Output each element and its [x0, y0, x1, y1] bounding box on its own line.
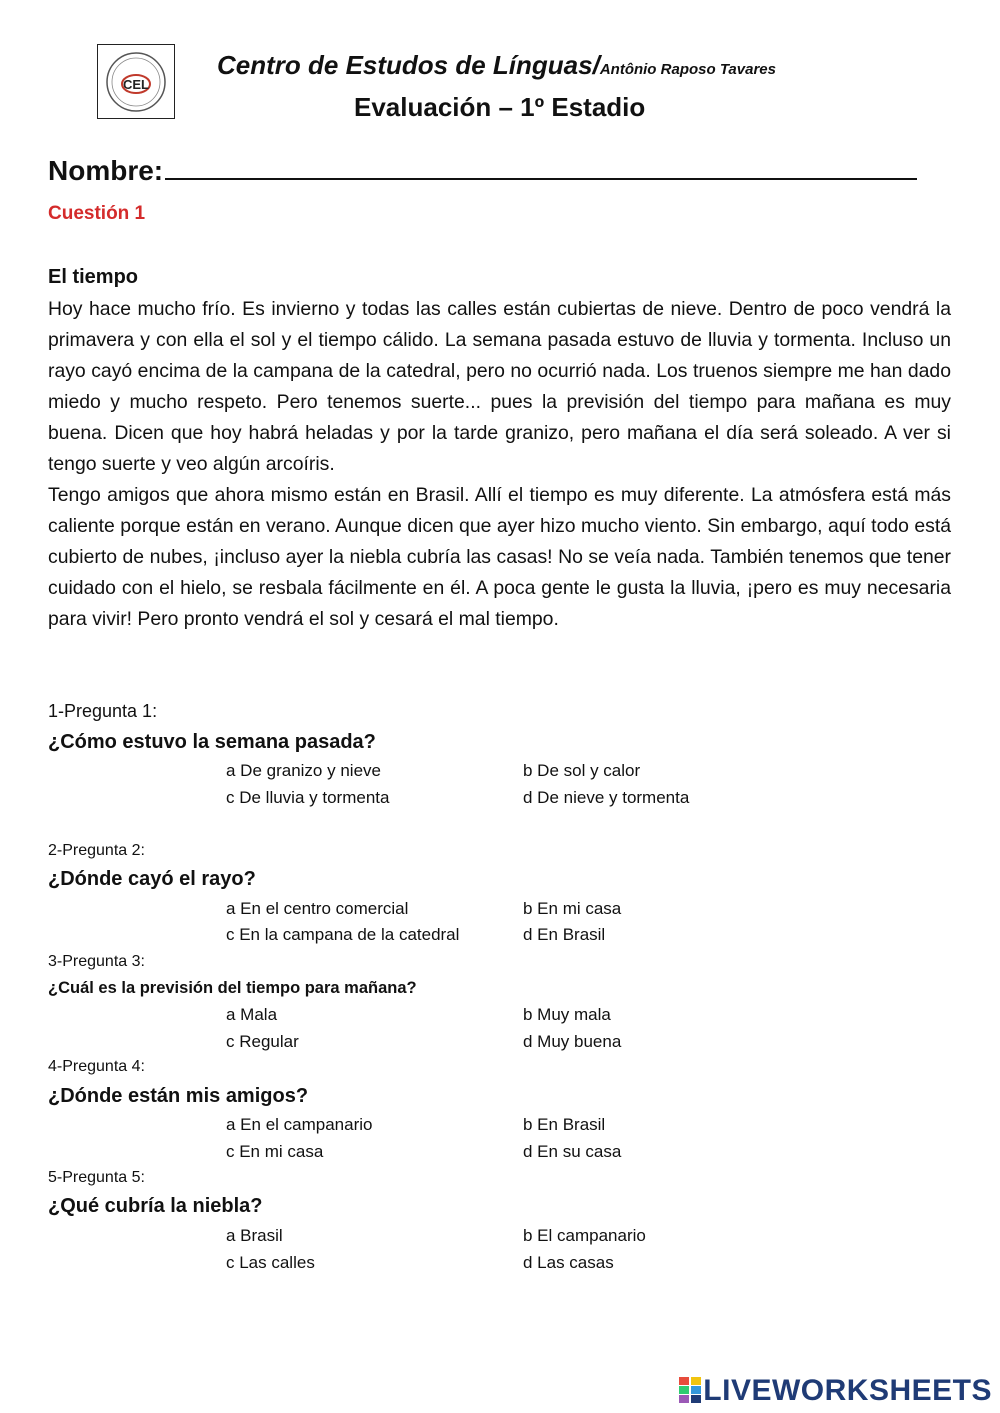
- name-blank-line: [165, 152, 917, 180]
- reading-paragraph-1: Hoy hace mucho frío. Es invierno y todas las calles están cubiertas de nieve. Dentro de poco vendrá la primavera y con ella el sol y el tiempo cálido. La semana pasada estuvo de lluvia y tormenta. Incluso un rayo cayó encima de la campana de la catedral, pero no ocurrió nada. Los truenos siempre me han dado miedo y mucho respeto. Pero tenemos suerte... pues la previsión del tiempo para mañana es muy buena. Dicen que hoy habrá heladas y por la tarde granizo, pero mañana el día será soleado. A ver si tengo suerte y veo algún arcoíris.: [48, 298, 951, 475]
- school-name: Centro de Estudos de Línguas/Antônio Raposo Tavares: [217, 50, 776, 80]
- section-title: Cuestión 1: [48, 203, 146, 224]
- question-2-text: ¿Dónde cayó el rayo?: [48, 868, 256, 890]
- question-5-option-a[interactable]: a Brasil: [226, 1226, 283, 1245]
- question-4-option-b[interactable]: b En Brasil: [523, 1115, 606, 1134]
- question-1-option-d[interactable]: d De nieve y tormenta: [523, 788, 690, 807]
- name-label: Nombre:: [48, 155, 164, 186]
- question-2-option-d[interactable]: d En Brasil: [523, 925, 606, 944]
- question-4-label: 4-Pregunta 4:: [48, 1058, 145, 1075]
- school-logo: [97, 44, 175, 119]
- exam-title: Evaluación – 1º Estadio: [354, 92, 646, 122]
- question-3-option-d[interactable]: d Muy buena: [523, 1032, 622, 1051]
- question-1-label: 1-Pregunta 1:: [48, 701, 158, 721]
- liveworksheets-logo-icon: [679, 1377, 701, 1403]
- question-3-label: 3-Pregunta 3:: [48, 953, 145, 970]
- name-field: [48, 152, 917, 187]
- reading-text: [48, 294, 951, 635]
- question-3-text: ¿Cuál es la previsión del tiempo para mañana?: [48, 979, 417, 997]
- logo-text: CEL: [123, 77, 149, 92]
- reading-title: El tiempo: [48, 266, 139, 288]
- question-5-text: ¿Qué cubría la niebla?: [48, 1195, 263, 1217]
- question-2-option-c[interactable]: c En la campana de la catedral: [226, 925, 460, 944]
- question-2-option-a[interactable]: a En el centro comercial: [226, 899, 409, 918]
- question-2-option-b[interactable]: b En mi casa: [523, 899, 622, 918]
- school-subtitle: Antônio Raposo Tavares: [599, 61, 776, 78]
- question-3-option-a[interactable]: a Mala: [226, 1005, 278, 1024]
- question-5-option-b[interactable]: b El campanario: [523, 1226, 646, 1245]
- reading-paragraph-2: Tengo amigos que ahora mismo están en Brasil. Allí el tiempo es muy diferente. La atmósfera está más caliente porque están en verano. Aunque dicen que ayer hizo mucho viento. Sin embargo, aquí todo está cubierto de nubes, ¡incluso ayer la niebla cubría las casas! No se veía nada. También tenemos que tener cuidado con el hielo, se resbala fácilmente en él. A poca gente le gusta la lluvia, ¡pero es muy necesaria para vivir! Pero pronto vendrá el sol y cesará el mal tiempo.: [48, 484, 951, 630]
- question-4-option-c[interactable]: c En mi casa: [226, 1142, 324, 1161]
- question-5-option-c[interactable]: c Las calles: [226, 1253, 315, 1272]
- question-1-option-c[interactable]: c De lluvia y tormenta: [226, 788, 390, 807]
- question-5-option-d[interactable]: d Las casas: [523, 1253, 614, 1272]
- question-3-option-c[interactable]: c Regular: [226, 1032, 299, 1051]
- question-4-option-a[interactable]: a En el campanario: [226, 1115, 373, 1134]
- question-1-option-b[interactable]: b De sol y calor: [523, 761, 641, 780]
- question-4-option-d[interactable]: d En su casa: [523, 1142, 622, 1161]
- question-3-option-b[interactable]: b Muy mala: [523, 1005, 611, 1024]
- question-4-text: ¿Dónde están mis amigos?: [48, 1085, 309, 1107]
- liveworksheets-brand: [679, 1374, 992, 1408]
- school-logo-icon: [98, 45, 176, 120]
- question-5-label: 5-Pregunta 5:: [48, 1169, 145, 1186]
- question-2-label: 2-Pregunta 2:: [48, 842, 145, 859]
- liveworksheets-brand-text: LIVEWORKSHEETS: [703, 1374, 992, 1407]
- question-1-text: ¿Cómo estuvo la semana pasada?: [48, 731, 376, 753]
- question-1-option-a[interactable]: a De granizo y nieve: [226, 761, 381, 780]
